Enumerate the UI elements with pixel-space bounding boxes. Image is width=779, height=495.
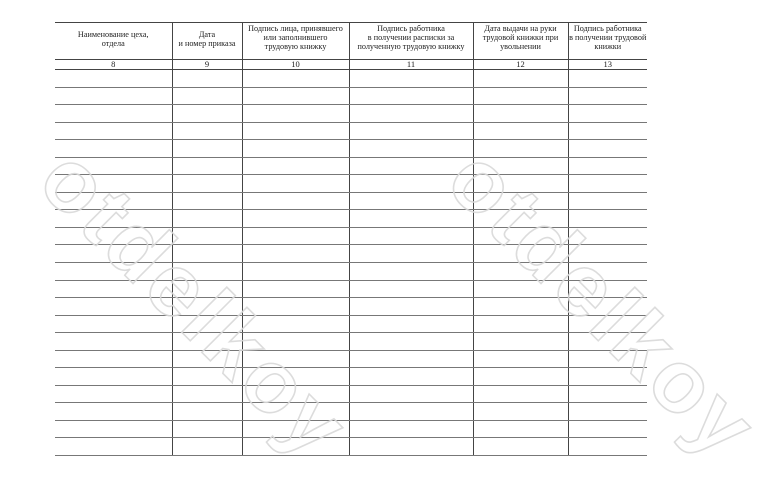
table-cell[interactable]: [55, 122, 172, 140]
table-row: [55, 350, 647, 368]
table-cell[interactable]: [473, 210, 568, 228]
table-cell[interactable]: [242, 105, 349, 123]
column-header-issue-date-dismissal: Дата выдачи на руки трудовой книжки при увольнении: [473, 23, 568, 60]
table-cell[interactable]: [55, 263, 172, 281]
column-number: 13: [568, 60, 647, 70]
ledger-body: [55, 70, 647, 456]
table-cell[interactable]: [473, 105, 568, 123]
column-header-issuer-signature: Подпись лица, принявшего или заполнившего трудовую книжку: [242, 23, 349, 60]
table-cell[interactable]: [172, 157, 242, 175]
table-cell[interactable]: [568, 70, 647, 88]
table-row: [55, 403, 647, 421]
table-cell[interactable]: [568, 368, 647, 386]
table-cell[interactable]: [349, 403, 473, 421]
table-cell[interactable]: [172, 333, 242, 351]
table-row: [55, 210, 647, 228]
table-cell[interactable]: [568, 245, 647, 263]
table-row: [55, 87, 647, 105]
table-cell[interactable]: [242, 245, 349, 263]
table-cell[interactable]: [568, 385, 647, 403]
table-cell[interactable]: [55, 210, 172, 228]
table-cell[interactable]: [349, 368, 473, 386]
table-cell[interactable]: [55, 280, 172, 298]
table-cell[interactable]: [55, 385, 172, 403]
table-cell[interactable]: [242, 333, 349, 351]
table-cell[interactable]: [568, 315, 647, 333]
table-cell[interactable]: [55, 298, 172, 316]
table-cell[interactable]: [568, 280, 647, 298]
table-cell[interactable]: [172, 87, 242, 105]
table-row: [55, 315, 647, 333]
table-cell[interactable]: [568, 122, 647, 140]
table-row: [55, 157, 647, 175]
table-cell[interactable]: [242, 70, 349, 88]
table-cell[interactable]: [473, 333, 568, 351]
table-cell[interactable]: [473, 368, 568, 386]
table-cell[interactable]: [349, 280, 473, 298]
table-row: [55, 385, 647, 403]
table-cell[interactable]: [172, 368, 242, 386]
table-cell[interactable]: [242, 298, 349, 316]
table-cell[interactable]: [55, 245, 172, 263]
table-cell[interactable]: [242, 350, 349, 368]
table-cell[interactable]: [55, 315, 172, 333]
table-cell[interactable]: [349, 298, 473, 316]
table-cell[interactable]: [172, 122, 242, 140]
column-number: 10: [242, 60, 349, 70]
table-cell[interactable]: [473, 263, 568, 281]
table-cell[interactable]: [473, 87, 568, 105]
table-cell[interactable]: [568, 350, 647, 368]
table-row: [55, 122, 647, 140]
table-cell[interactable]: [172, 70, 242, 88]
table-cell[interactable]: [473, 140, 568, 158]
table-cell[interactable]: [242, 122, 349, 140]
table-cell[interactable]: [172, 385, 242, 403]
ledger-table: [55, 22, 647, 456]
table-row: [55, 245, 647, 263]
table-cell[interactable]: [242, 420, 349, 438]
table-cell[interactable]: [473, 192, 568, 210]
table-cell[interactable]: [568, 87, 647, 105]
table-row: [55, 175, 647, 193]
table-cell[interactable]: [242, 87, 349, 105]
table-row: [55, 368, 647, 386]
table-cell[interactable]: [473, 157, 568, 175]
table-cell[interactable]: [349, 87, 473, 105]
table-cell[interactable]: [55, 227, 172, 245]
watermark: otdelkoy: [21, 128, 370, 478]
table-cell[interactable]: [473, 175, 568, 193]
table-cell[interactable]: [349, 227, 473, 245]
table-cell[interactable]: [473, 315, 568, 333]
table-cell[interactable]: [568, 298, 647, 316]
table-cell[interactable]: [55, 105, 172, 123]
table-cell[interactable]: [568, 192, 647, 210]
table-cell[interactable]: [473, 438, 568, 456]
table-cell[interactable]: [568, 227, 647, 245]
table-cell[interactable]: [242, 192, 349, 210]
table-row: [55, 298, 647, 316]
column-header-receipt-signature: Подпись работника в получении расписки за полученную трудовую книжку: [349, 23, 473, 60]
table-cell[interactable]: [172, 350, 242, 368]
table-row: [55, 263, 647, 281]
table-cell[interactable]: [172, 280, 242, 298]
table-cell[interactable]: [349, 350, 473, 368]
table-row: [55, 140, 647, 158]
table-cell[interactable]: [349, 385, 473, 403]
table-cell[interactable]: [242, 227, 349, 245]
table-row: [55, 333, 647, 351]
table-cell[interactable]: [172, 140, 242, 158]
column-number: 8: [55, 60, 172, 70]
header-row: [55, 23, 647, 60]
table-cell[interactable]: [349, 175, 473, 193]
table-row: [55, 420, 647, 438]
table-cell[interactable]: [172, 192, 242, 210]
table-cell[interactable]: [242, 140, 349, 158]
table-cell[interactable]: [55, 70, 172, 88]
table-cell[interactable]: [349, 210, 473, 228]
table-cell[interactable]: [242, 263, 349, 281]
table-cell[interactable]: [242, 157, 349, 175]
table-row: [55, 105, 647, 123]
table-cell[interactable]: [172, 298, 242, 316]
table-cell[interactable]: [349, 263, 473, 281]
table-cell[interactable]: [242, 280, 349, 298]
table-cell[interactable]: [349, 333, 473, 351]
table-cell[interactable]: [172, 175, 242, 193]
table-cell[interactable]: [55, 403, 172, 421]
table-cell[interactable]: [349, 140, 473, 158]
table-cell[interactable]: [568, 333, 647, 351]
table-cell[interactable]: [568, 263, 647, 281]
table-row: [55, 227, 647, 245]
table-cell[interactable]: [568, 157, 647, 175]
table-cell[interactable]: [242, 368, 349, 386]
table-row: [55, 192, 647, 210]
table-cell[interactable]: [349, 157, 473, 175]
table-cell[interactable]: [349, 192, 473, 210]
table-cell[interactable]: [349, 70, 473, 88]
table-cell[interactable]: [55, 350, 172, 368]
table-cell[interactable]: [473, 280, 568, 298]
table-row: [55, 70, 647, 88]
table-cell[interactable]: [568, 438, 647, 456]
table-cell[interactable]: [242, 315, 349, 333]
table-cell[interactable]: [55, 333, 172, 351]
table-cell[interactable]: [349, 420, 473, 438]
table-cell[interactable]: [55, 420, 172, 438]
table-cell[interactable]: [55, 140, 172, 158]
table-cell[interactable]: [349, 105, 473, 123]
table-cell[interactable]: [473, 245, 568, 263]
table-cell[interactable]: [568, 175, 647, 193]
table-cell[interactable]: [172, 438, 242, 456]
table-cell[interactable]: [242, 210, 349, 228]
table-cell[interactable]: [473, 227, 568, 245]
table-cell[interactable]: [55, 175, 172, 193]
table-cell[interactable]: [568, 420, 647, 438]
table-cell[interactable]: [473, 122, 568, 140]
column-header-order-date-number: Дата и номер приказа: [172, 23, 242, 60]
table-cell[interactable]: [473, 385, 568, 403]
table-cell[interactable]: [349, 315, 473, 333]
table-cell[interactable]: [172, 245, 242, 263]
table-cell[interactable]: [568, 403, 647, 421]
table-cell[interactable]: [55, 87, 172, 105]
table-cell[interactable]: [242, 385, 349, 403]
table-cell[interactable]: [172, 403, 242, 421]
column-number-row: [55, 60, 647, 70]
table-row: [55, 438, 647, 456]
table-cell[interactable]: [172, 227, 242, 245]
table-cell[interactable]: [172, 420, 242, 438]
table-cell[interactable]: [349, 245, 473, 263]
table-cell[interactable]: [55, 157, 172, 175]
table-cell[interactable]: [55, 192, 172, 210]
column-number: 9: [172, 60, 242, 70]
table-cell[interactable]: [473, 350, 568, 368]
table-cell[interactable]: [55, 438, 172, 456]
table-cell[interactable]: [568, 140, 647, 158]
table-row: [55, 280, 647, 298]
column-header-employee-signature: Подпись работника в получении трудовой книжки: [568, 23, 647, 60]
table-cell[interactable]: [473, 298, 568, 316]
table-cell[interactable]: [242, 175, 349, 193]
watermark: otdelkoy: [429, 128, 778, 478]
table-cell[interactable]: [242, 438, 349, 456]
column-number: 12: [473, 60, 568, 70]
table-cell[interactable]: [172, 105, 242, 123]
table-cell[interactable]: [172, 210, 242, 228]
table-cell[interactable]: [473, 420, 568, 438]
table-cell[interactable]: [473, 70, 568, 88]
table-cell[interactable]: [172, 263, 242, 281]
table-cell[interactable]: [172, 315, 242, 333]
column-number: 11: [349, 60, 473, 70]
column-header-shop-department: Наименование цеха, отдела: [55, 23, 172, 60]
table-cell[interactable]: [242, 403, 349, 421]
table-cell[interactable]: [568, 105, 647, 123]
table-cell[interactable]: [349, 438, 473, 456]
table-cell[interactable]: [473, 403, 568, 421]
table-cell[interactable]: [349, 122, 473, 140]
table-cell[interactable]: [568, 210, 647, 228]
table-cell[interactable]: [55, 368, 172, 386]
